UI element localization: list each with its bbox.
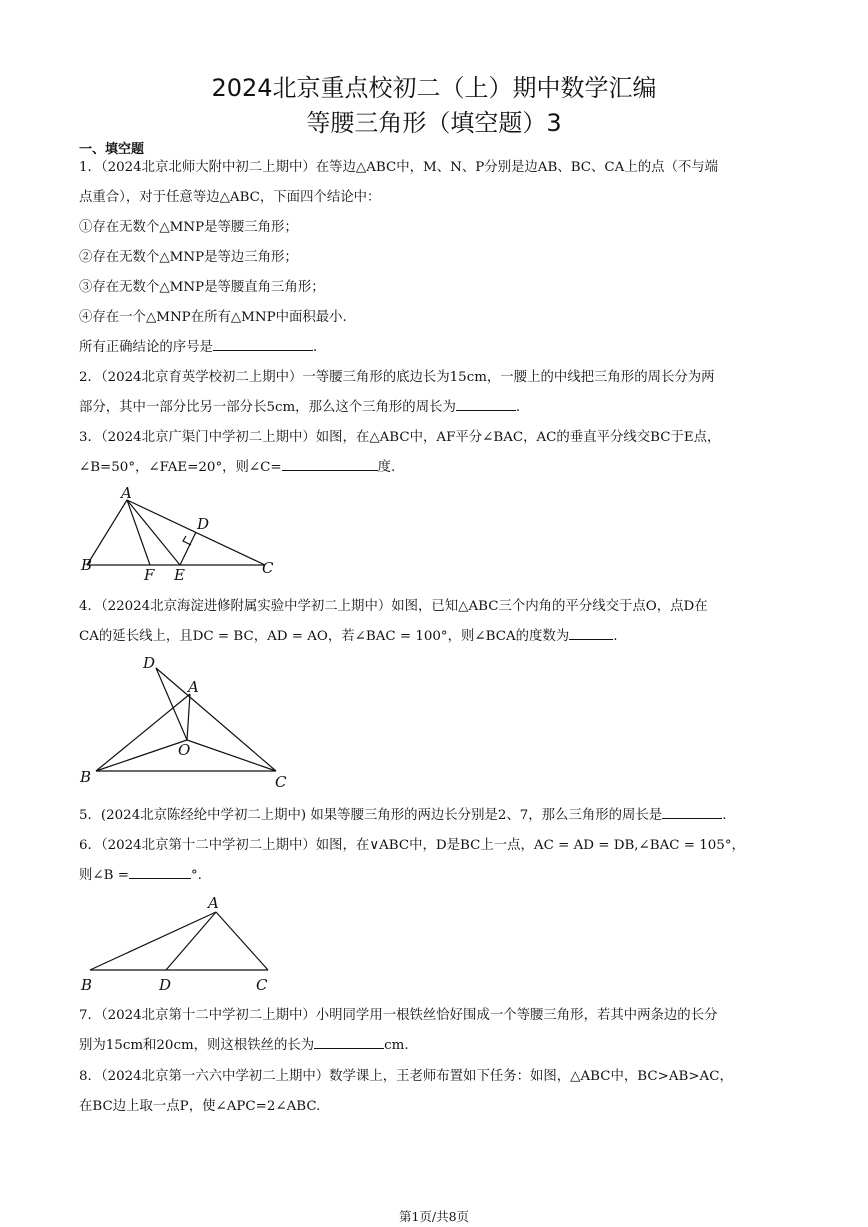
q2-line1: 2．（2024北京育英学校初二上期中）一等腰三角形的底边长为15cm，一腰上的中线把三角形的周长分为两 xyxy=(79,370,715,385)
q3-line2 xyxy=(79,456,395,475)
q4-line2-text: CA的延长线上，且DC = BC，AD = AO，若∠BAC = 100°，则∠BCA的度数为 xyxy=(79,629,570,644)
q6-line2 xyxy=(79,864,202,883)
q5-line1-text: 5．(2024北京陈经纶中学初二上期中) 如果等腰三角形的两边长分别是2、7，那么三角形的周长是 xyxy=(79,808,663,823)
q7-line2-text: 别为15cm和20cm，则这根铁丝的长为 xyxy=(79,1038,315,1053)
q1-end: . xyxy=(312,340,318,355)
q7-end: cm. xyxy=(384,1038,409,1053)
q8-line2: 在BC边上取一点P，使∠APC=2∠ABC. xyxy=(79,1099,321,1114)
q1-answer-blank[interactable] xyxy=(213,338,313,351)
q1-line1: 1．（2024北京北师大附中初二上期中）在等边△ABC中，M、N、P分别是边AB、BC、CA上的点（不与端 xyxy=(79,160,719,175)
q1-ask: 所有正确结论的序号是 xyxy=(79,340,213,355)
q3-answer-blank[interactable] xyxy=(282,458,378,471)
figure-q3 xyxy=(70,480,300,585)
q6-line2-text: 则∠B = xyxy=(79,868,129,883)
q1-option1: ①存在无数个△MNP是等腰三角形； xyxy=(79,220,298,235)
q8-line1: 8．（2024北京第一六六中学初二上期中）数学课上，王老师布置如下任务：如图，△ABC中，BC>AB>AC， xyxy=(79,1069,733,1084)
q6-answer-blank[interactable] xyxy=(129,866,191,879)
q6-line1: 6．（2024北京第十二中学初二上期中）如图，在∨ABC中，D是BC上一点，AC = AD = DB,∠BAC = 105°， xyxy=(79,838,745,853)
q3-end: 度. xyxy=(377,460,396,475)
fig4-label-o: O xyxy=(178,741,191,759)
q4-answer-blank[interactable] xyxy=(569,627,613,640)
fig3-label-a: A xyxy=(121,484,132,502)
fig3-label-c: C xyxy=(262,559,274,577)
fig3-label-b: B xyxy=(81,556,93,574)
q5-answer-blank[interactable] xyxy=(662,806,722,819)
fig4-label-b: B xyxy=(80,768,92,786)
q4-line2 xyxy=(79,625,617,644)
q7-answer-blank[interactable] xyxy=(314,1036,384,1049)
document-subtitle: 等腰三角形（填空题）3 xyxy=(306,109,562,137)
q1-line2: 点重合），对于任意等边△ABC，下面四个结论中： xyxy=(79,190,381,205)
q2-answer-blank[interactable] xyxy=(456,398,516,411)
q7-line2 xyxy=(79,1034,409,1053)
q7-line1: 7．（2024北京第十二中学初二上期中）小明同学用一根铁丝恰好围成一个等腰三角形，若其中两条边的长分 xyxy=(79,1008,718,1023)
fig6-label-b: B xyxy=(81,976,93,994)
q1-option3: ③存在无数个△MNP是等腰直角三角形； xyxy=(79,280,325,295)
section-heading: 一、填空题 xyxy=(79,142,145,157)
q1-answer-line xyxy=(79,336,317,355)
document-title: 2024北京重点校初二（上）期中数学汇编 xyxy=(211,74,657,102)
fig4-label-a: A xyxy=(188,678,199,696)
q1-option4: ④存在一个△MNP在所有△MNP中面积最小. xyxy=(79,310,347,325)
q3-line2-text: ∠B=50°，∠FAE=20°，则∠C= xyxy=(79,460,282,475)
fig6-label-d: D xyxy=(159,976,172,994)
figure-q6 xyxy=(70,888,290,1000)
fig4-label-d: D xyxy=(143,654,156,672)
q6-end: °. xyxy=(190,868,202,883)
q5-line1 xyxy=(79,804,726,823)
q2-end: . xyxy=(515,400,521,415)
q4-end: . xyxy=(613,629,618,644)
fig3-label-e: E xyxy=(174,566,185,584)
fig6-label-c: C xyxy=(256,976,268,994)
fig4-label-c: C xyxy=(275,773,287,791)
page-footer: 第1页/共8页 xyxy=(398,1209,470,1224)
fig3-label-d: D xyxy=(197,515,210,533)
q1-option2: ②存在无数个△MNP是等边三角形； xyxy=(79,250,298,265)
q4-line1: 4．（22024北京海淀进修附属实验中学初二上期中）如图，已知△ABC三个内角的平分线交于点O，点D在 xyxy=(79,599,708,614)
q5-end: . xyxy=(722,808,727,823)
fig6-label-a: A xyxy=(208,894,219,912)
q2-line2 xyxy=(79,396,520,415)
fig3-label-f: F xyxy=(144,566,155,584)
q3-line1: 3．（2024北京广渠门中学初二上期中）如图，在△ABC中，AF平分∠BAC，AC的垂直平分线交BC于E点， xyxy=(79,430,721,445)
figure-q4 xyxy=(70,648,300,793)
q2-line2-text: 部分，其中一部分比另一部分长5cm，那么这个三角形的周长为 xyxy=(79,400,456,415)
